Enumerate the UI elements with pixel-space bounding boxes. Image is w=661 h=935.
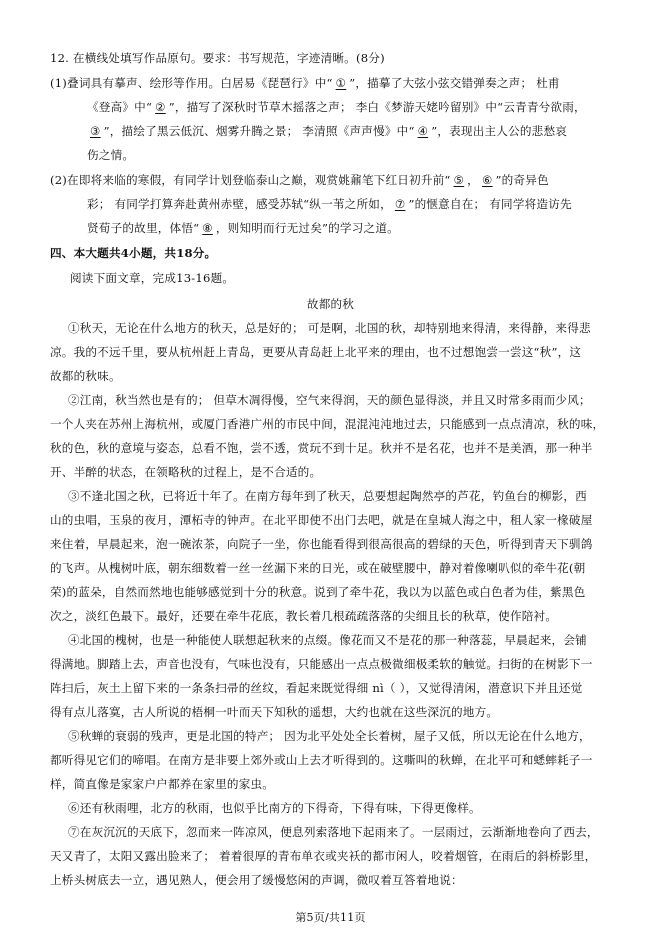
answer-blank-5[interactable]: ⑤	[453, 173, 465, 187]
article-line: ⑥还有秋雨哩，北方的秋雨，也似乎比南方的下得奇，下得有味，下得更像样。	[68, 801, 481, 815]
answer-blank-2[interactable]: ②	[155, 100, 166, 114]
text-segment: (2)在即将来临的寒假，有同学计划登临泰山之巅，观赏姚鼐笔下红日初升前“	[50, 173, 451, 187]
article-line: 山的虫唱，玉泉的夜月，潭柘寺的钟声。在北平即使不出门去吧，就是在皇城人海之中，租人家一椽破屋	[50, 513, 593, 527]
page-footer: 第5页/共11页	[295, 911, 366, 924]
text-segment: ”的奇异色	[495, 173, 549, 187]
article-line: ①秋天，无论在什么地方的秋天，总是好的； 可是啊，北国的秋，却特别地来得清，来得静，来得悲	[68, 321, 591, 335]
article-line: 荣)的蓝朵，自然而然地也能够感觉到十分的秋意。说到了牵牛花，我以为以蓝色或白色者为佳，紫黑色	[50, 585, 586, 599]
text-segment: ，	[467, 173, 479, 187]
text-segment: ”，描摹了大弦小弦交错弹奏之声； 杜甫	[349, 76, 560, 90]
text-segment: 贤荀子的故里，体悟“	[87, 221, 200, 235]
article-line: 凉。我的不远千里，要从杭州赶上青岛，更要从青岛赶上北平来的理由，也不过想饱尝一尝这“秋”，这	[50, 345, 582, 359]
question-12-part1-line1	[50, 75, 661, 91]
article-title: 故都的秋	[306, 297, 355, 311]
article-line: 得满地。脚踏上去，声音也没有，气味也没有，只能感出一点点极微细极柔软的触觉。扫街的在树影下一	[50, 657, 593, 671]
text-segment: ，则知明而行无过矣”的学习之道。	[215, 221, 399, 235]
article-line: ⑦在灰沉沉的天底下，忽而来一阵凉风，便息列索落地下起雨来了。一层雨过，云渐渐地卷向了西去，	[68, 825, 599, 839]
answer-blank-1[interactable]: ①	[335, 76, 347, 90]
section-4-heading: 四、本大题共4小题，共18分。	[50, 246, 217, 260]
article-line: 的飞声。从槐树叶底，朝东细数着一丝一丝漏下来的日光，或在破壁腰中，静对着像喇叭似的牵牛花(朝	[50, 561, 586, 575]
article-line: ②江南，秋当然也是有的； 但草木凋得慢，空气来得润，天的颜色显得淡，并且又时常多雨而少风；	[68, 393, 591, 407]
article-line: 次之，淡红色最下。最好，还要在牵牛花底，教长着几根疏疏落落的尖细且长的秋草，使作陪衬。	[50, 609, 558, 623]
question-12-part1-line3	[87, 123, 661, 139]
article-line: ⑤秋蝉的衰弱的残声，更是北国的特产； 因为北平处处全长着树，屋子又低，所以无论在什么地方，	[68, 729, 591, 743]
answer-blank-8[interactable]: ⑧	[202, 221, 213, 235]
reading-instruction: 阅读下面文章，完成13-16题。	[70, 271, 235, 285]
question-12-part2-line1	[50, 172, 661, 188]
article-line: ③不逢北国之秋，已将近十年了。在南方每年到了秋天，总要想起陶然亭的芦花，钓鱼台的柳影，西	[68, 489, 587, 503]
question-12-part2-line2	[87, 196, 661, 212]
article-line: 秋的色，秋的意境与姿态，总看不饱，尝不透，赏玩不到十足。秋并不是名花，也并不是美酒，那一种半	[50, 441, 593, 455]
question-12-part1-line2	[87, 99, 661, 115]
question-12-heading: 12. 在横线处填写作品原句。要求：书写规范，字迹清晰。(8分)	[50, 51, 385, 65]
article-line: 阵扫后，灰土上留下来的一条条扫帚的丝纹，看起来既觉得细 nì（ ），又觉得清闲，潜意识下并且还觉	[50, 681, 583, 695]
text-segment: ”，表现出主人公的悲愁哀	[431, 124, 568, 138]
text-segment: 彩； 有同学打算奔赴黄州赤壁，感受苏轼“纵一苇之所如，	[87, 197, 392, 211]
text-segment: 《登高》中“	[87, 100, 153, 114]
answer-blank-3[interactable]: ③	[90, 124, 101, 138]
article-line: 样，简直像是家家户户都养在家里的家虫。	[50, 777, 275, 791]
article-line: 都听得见它们的啼唱。在南方是非要上郊外或山上去才听得到的。这嘶叫的秋蝉，在北平可和蟋蟀耗子一	[50, 753, 593, 767]
article-line: 故都的秋味。	[50, 369, 121, 383]
article-line: 得有点儿落寞，古人所说的梧桐一叶而天下知秋的遥想，大约也就在这些深沉的地方。	[50, 705, 499, 719]
article-line: 来住着，早晨起来，泡一碗浓茶，向院子一坐，你也能看得到很高很高的碧绿的天色，听得到青天下驯鸽	[50, 537, 593, 551]
article-line: 开、半醉的状态，在领略秋的过程上，是不合适的。	[50, 465, 322, 479]
text-segment: (1)叠词具有摹声、绘形等作用。白居易《琵琶行》中“	[50, 76, 333, 90]
answer-blank-6[interactable]: ⑥	[481, 173, 493, 187]
answer-blank-4[interactable]: ④	[417, 124, 429, 138]
text-segment: ”的惬意自在； 有同学将造访先	[408, 197, 572, 211]
article-line: ④北国的槐树，也是一种能使人联想起秋来的点缀。像花而又不是花的那一种落蕊，早晨起来，会铺	[68, 633, 587, 647]
answer-blank-7[interactable]: ⑦	[394, 197, 406, 211]
article-line: 上桥头树底去一立，遇见熟人，便会用了缓慢悠闲的声调，微叹着互答着地说：	[50, 873, 463, 887]
article-line: 天又青了，太阳又露出脸来了； 着着很厚的青布单衣或夹袄的都市闲人，咬着烟管，在雨后的斜桥影里，	[50, 849, 597, 863]
text-segment: ”，描写了深秋时节草木摇落之声； 李白《梦游天姥吟留别》中“云青青兮欲雨，	[168, 100, 586, 114]
text-segment: ”，描绘了黑云低沉、烟雾升腾之景； 李清照《声声慢》中“	[103, 124, 415, 138]
article-line: 一个人夹在苏州上海杭州，或厦门香港广州的市民中间，混混沌沌地过去，只能感到一点点清凉，秋的味，	[50, 417, 605, 431]
question-12-part2-line3	[87, 220, 661, 236]
question-12-part1-line4: 伤之情。	[87, 148, 135, 162]
